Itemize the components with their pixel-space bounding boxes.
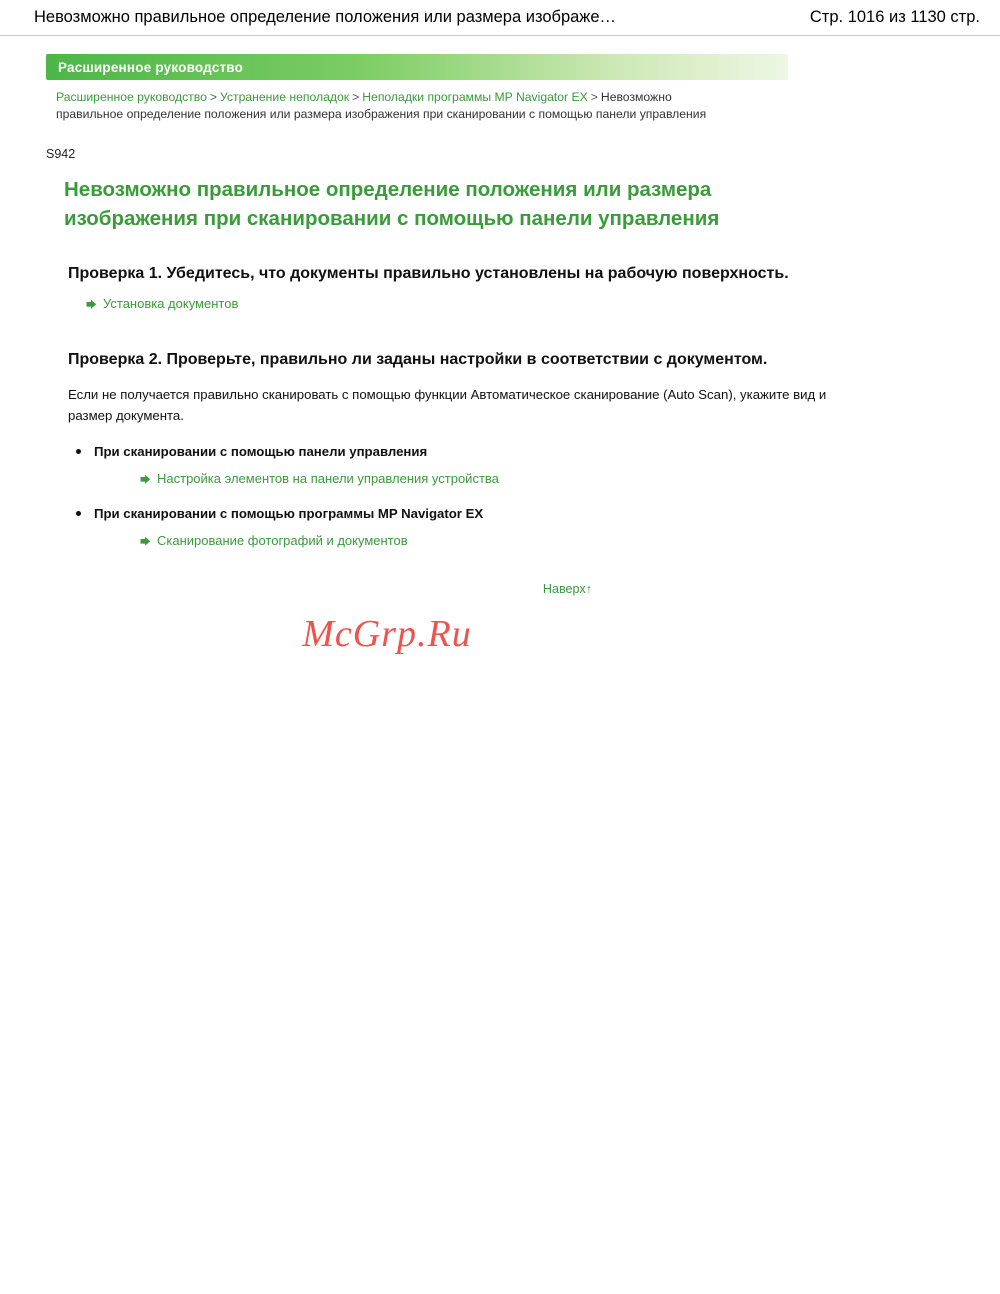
page-indicator: Стр. 1016 из 1130 стр. <box>809 8 980 26</box>
breadcrumb-item-2[interactable]: Неполадки программы MP Navigator EX <box>362 90 588 104</box>
bullet-0-title: При сканировании с помощью панели управления <box>94 444 428 459</box>
check-2-paragraph: Если не получается правильно сканировать с помощью функции Автоматическое сканирование (Auto Scan), укажите вид и размер документа. <box>68 387 827 423</box>
bullet-1-title: При сканировании с помощью программы MP Navigator EX <box>94 506 484 521</box>
check-1-heading: Проверка 1. Убедитесь, что документы правильно установлены на рабочую поверхность. <box>68 265 789 282</box>
watermark: McGrp.Ru <box>302 613 472 655</box>
page-title: Невозможно правильное определение положения или размера изображения при сканировании с помощью панели управления <box>64 178 720 230</box>
bullet-0-link[interactable]: Настройка элементов на панели управления устройства <box>157 471 499 486</box>
back-to-top-link[interactable] <box>543 582 592 596</box>
bullet-0-link-row[interactable] <box>140 470 850 488</box>
check-1-link[interactable]: Установка документов <box>103 296 239 311</box>
document-id: S942 <box>46 147 76 161</box>
arrow-up-icon: ↑ <box>585 582 592 596</box>
document-page <box>0 54 1000 656</box>
document-content <box>64 175 850 656</box>
breadcrumb-separator-0: > <box>209 90 217 104</box>
guide-banner-label: Расширенное руководство <box>58 59 244 75</box>
viewer-document-title: Невозможно правильное определение положения или размера изображе… <box>34 8 617 26</box>
breadcrumb-item-current: Невозможно правильное определение положения или размера изображения при сканировании с помощью панели управления <box>56 90 707 121</box>
guide-banner-bar <box>46 54 788 80</box>
check-1-link-row[interactable] <box>86 295 850 313</box>
guide-banner <box>46 54 788 80</box>
breadcrumb-separator-1: > <box>352 90 360 104</box>
breadcrumb-item-0[interactable]: Расширенное руководство <box>56 90 207 104</box>
list-item <box>64 504 850 550</box>
arrow-right-icon <box>86 299 97 310</box>
back-to-top-label: Наверх <box>542 582 586 596</box>
back-to-top-wrapper <box>64 580 592 598</box>
arrow-right-icon <box>140 474 151 485</box>
breadcrumb <box>56 89 738 123</box>
check-2-bullet-list <box>64 442 850 550</box>
breadcrumb-item-1[interactable]: Устранение неполадок <box>220 90 350 104</box>
bullet-1-link-row[interactable] <box>140 532 850 550</box>
breadcrumb-separator-2: > <box>590 90 598 104</box>
list-item <box>64 442 850 488</box>
viewer-toolbar <box>0 0 1000 36</box>
bullet-1-link[interactable]: Сканирование фотографий и документов <box>157 533 408 548</box>
arrow-right-icon <box>140 536 151 547</box>
check-2-heading: Проверка 2. Проверьте, правильно ли заданы настройки в соответствии с документом. <box>68 351 768 368</box>
